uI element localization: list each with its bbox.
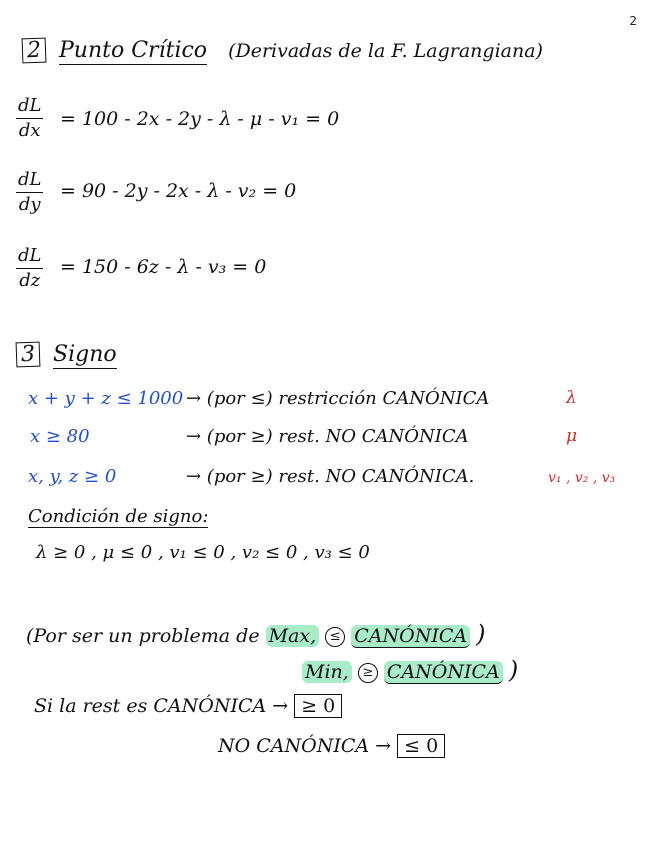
max-label: Max,	[266, 625, 320, 647]
paren-close-2: )	[508, 656, 519, 684]
constraint-2: x ≥ 80	[30, 426, 90, 447]
section-3-heading	[16, 342, 117, 367]
eq3-numerator: dL	[16, 246, 43, 269]
page-number: 2	[629, 14, 637, 28]
constraint-3: x, y, z ≥ 0	[28, 466, 117, 487]
section-2-heading	[22, 38, 543, 63]
max-canonica: CANÓNICA	[351, 625, 470, 648]
rule-3: → (por ≥) rest. NO CANÓNICA.	[186, 466, 475, 487]
constraint-1: x + y + z ≤ 1000	[28, 388, 184, 409]
section-3-title: Signo	[53, 342, 117, 367]
no-line	[218, 734, 445, 758]
eq2-fraction	[16, 170, 43, 215]
min-canonica: CANÓNICA	[384, 661, 503, 684]
eq2-denominator: dy	[18, 193, 41, 215]
eq2-numerator: dL	[16, 170, 43, 193]
section-2-number: 2	[22, 38, 47, 64]
min-label: Min,	[302, 661, 352, 683]
si-line	[34, 694, 342, 718]
section-2-subtitle: (Derivadas de la F. Lagrangiana)	[228, 40, 543, 62]
eq3-fraction	[16, 246, 43, 291]
section-3-number: 3	[16, 342, 41, 368]
eq2-rhs: = 90 - 2y - 2x - λ - v₂ = 0	[60, 180, 297, 202]
multiplier-2: μ	[566, 426, 578, 446]
eq1-fraction	[16, 96, 43, 141]
multiplier-3: v₁ , v₂ , v₃	[548, 470, 616, 486]
eq3-denominator: dz	[19, 269, 41, 291]
max-symbol: ≤	[325, 627, 345, 647]
sign-condition-label-text: Condición de signo:	[28, 506, 209, 527]
si-text: Si la rest es CANÓNICA →	[34, 695, 289, 717]
note-prefix: (Por ser un problema de	[26, 625, 260, 647]
note-max-line	[26, 620, 486, 648]
no-text: NO CANÓNICA →	[218, 735, 392, 757]
eq1-rhs: = 100 - 2x - 2y - λ - μ - v₁ = 0	[60, 108, 340, 130]
no-box: ≤ 0	[397, 734, 445, 758]
eq3-rhs: = 150 - 6z - λ - v₃ = 0	[60, 256, 267, 278]
paren-close-1: )	[476, 620, 486, 648]
sign-condition-label	[28, 506, 208, 527]
min-symbol: ≥	[358, 663, 378, 683]
eq1-denominator: dx	[18, 119, 41, 141]
rule-2: → (por ≥) rest. NO CANÓNICA	[186, 426, 469, 447]
eq1-numerator: dL	[16, 96, 43, 119]
note-min-line	[302, 656, 518, 684]
section-2-title: Punto Crítico	[59, 38, 208, 63]
rule-1: → (por ≤) restricción CANÓNICA	[186, 388, 490, 409]
sign-condition-values: λ ≥ 0 , μ ≤ 0 , v₁ ≤ 0 , v₂ ≤ 0 , v₃ ≤ 0	[36, 542, 370, 563]
si-box: ≥ 0	[294, 694, 342, 718]
multiplier-1: λ	[566, 388, 577, 408]
